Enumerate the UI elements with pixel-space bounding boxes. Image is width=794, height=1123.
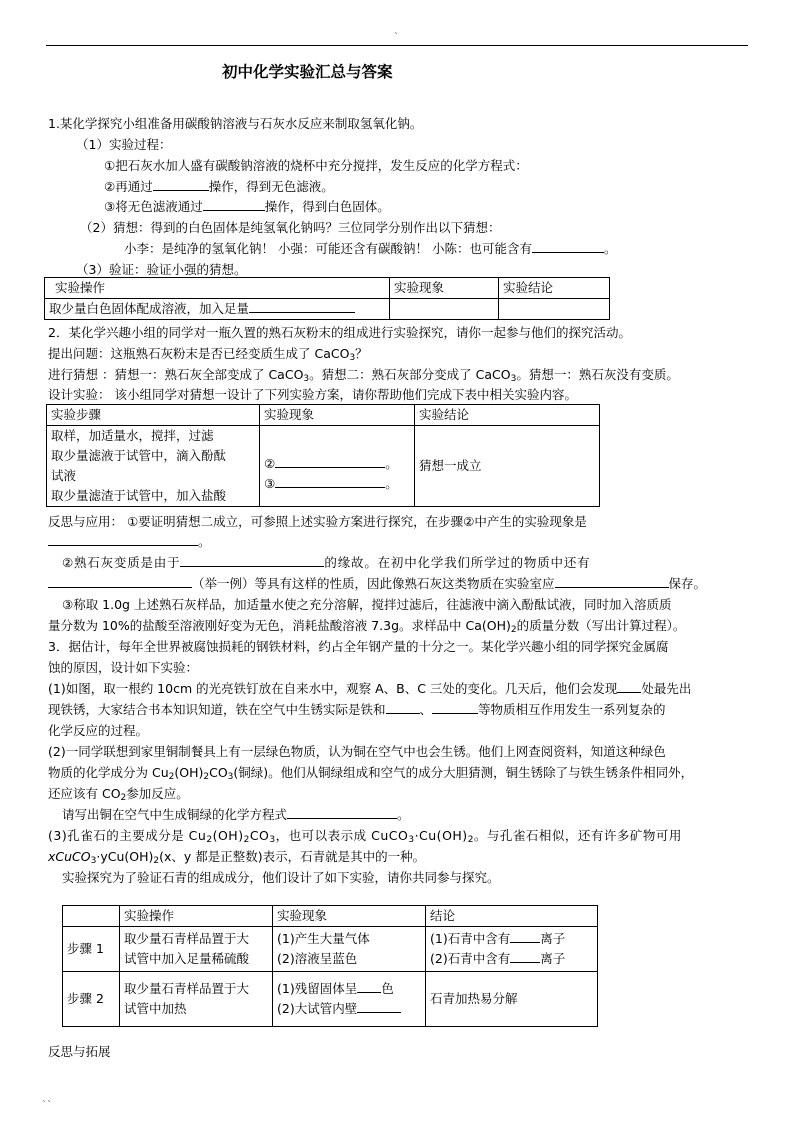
table-header: 实验现象 <box>273 906 426 927</box>
table-cell: 猜想一成立 <box>415 426 600 507</box>
answer-blank[interactable] <box>275 475 385 488</box>
table-header: 实验结论 <box>415 405 600 426</box>
table-cell <box>47 426 260 507</box>
step-line: 取样，加适量水，搅拌，过滤 <box>51 428 214 443</box>
table-cell[interactable] <box>390 299 499 320</box>
q3-tail: 反思与拓展 <box>48 1044 111 1059</box>
table-header: 实验操作 <box>120 906 273 927</box>
q2-intro: 2．某化学兴趣小组的同学对一瓶久置的熟石灰粉末的组成进行实验探究，请你一起参与他们的探究活动。 <box>48 325 631 340</box>
table-header: 实验操作 <box>45 278 390 299</box>
q3-part3b: $xCuCO_3\cdot yCu(OH)_2(x$、y 都是正整数)表示，石青就是其中的一种。 <box>48 849 426 866</box>
q2-question: 提出问题：这瓶熟石灰粉末是否已经变质生成了 CaCO$_3$？ <box>48 346 368 363</box>
table-cell: ② 。 ③ 。 <box>260 426 415 507</box>
table-cell: 步骤 1 <box>63 927 120 972</box>
q2-reflect-1-end: 。 <box>48 532 211 550</box>
answer-blank[interactable] <box>532 240 604 253</box>
table-cell: 取少量白色固体配成溶液，加入足量 <box>45 299 390 320</box>
q1-step3: ③将无色滤液通过 操作，得到白色固体。 <box>104 199 390 214</box>
table-cell: (1)石青中含有 离子 (2)石青中含有 离子 <box>426 927 598 972</box>
answer-blank[interactable] <box>357 1000 401 1013</box>
q1-step1: ①把石灰水加人盛有碳酸钠溶液的烧杯中充分搅拌，发生反应的化学方程式： <box>104 158 528 173</box>
q3-part1b: 现铁锈，大家结合书本知识知道，铁在空气中生锈实际是铁和 、 等物质相互作用发生一系列复杂的 <box>48 702 666 717</box>
step-line: 取少量滤渣于试管中，加入盐酸 <box>51 488 227 503</box>
header-mark: ` <box>394 32 399 43</box>
answer-blank[interactable] <box>287 806 397 819</box>
table-cell: 取少量石青样品置于大 试管中加热 <box>120 972 273 1027</box>
q3-part1c: 化学反应的过程。 <box>48 723 149 738</box>
answer-blank[interactable] <box>249 300 355 313</box>
q3-part2d: 请写出铜在空气中生成铜绿的化学方程式 。 <box>62 807 410 822</box>
answer-blank[interactable] <box>153 178 209 191</box>
q3-part2: (2)一同学联想到家里铜制餐具上有一层绿色物质，认为铜在空气中也会生锈。他们上网查阅资料，知道这种绿色 <box>48 744 666 759</box>
q2-design: 设计实验： 该小组同学对猜想一设计了下列实验方案，请你帮助他们完成下表中相关实验内容。 <box>48 387 577 402</box>
q1-part2: （2）猜想：得到的白色固体是纯氢氧化钠吗？三位同学分别作出以下猜想： <box>80 220 501 235</box>
q3-part2b: 物质的化学成分为 $Cu_2(OH)_2CO_3$(铜绿)。他们从铜绿组成和空气的成分大胆猜测，铜生锈除了与铁生锈条件相同外， <box>48 765 694 782</box>
q1-step2: ②再通过 操作，得到无色滤液。 <box>104 179 334 194</box>
answer-blank[interactable] <box>510 930 540 943</box>
answer-blank[interactable] <box>617 680 641 693</box>
table-header: 实验步骤 <box>47 405 260 426</box>
q1-intro: 1.某化学探究小组准备用碳酸钠溶液与石灰水反应来制取氢氧化钠。 <box>48 116 423 131</box>
q2-hypotheses: 进行猜想 ：猜想一：熟石灰全部变成了 CaCO$_3$。猜想二：熟石灰部分变成了 CaCO$_3$。猜想一：熟石灰没有变质。 <box>48 367 679 384</box>
q2-reflect-3b: 量分数为 10%的盐酸至溶液刚好变为无色，消耗盐酸溶液 7.3g。求样品中 $Ca(OH)_2$的质量分数（写出计算过程）。 <box>48 618 686 635</box>
answer-blank[interactable] <box>510 950 540 963</box>
table-cell: 石青加热易分解 <box>426 972 598 1027</box>
q2-reflect-2: ②熟石灰变质是由于 的缘故。在初中化学我们所学过的物质中还有 <box>62 555 591 570</box>
q3-table <box>62 905 598 1027</box>
answer-blank[interactable] <box>357 980 381 993</box>
answer-blank[interactable] <box>555 575 669 588</box>
q1-part1: （1）实验过程： <box>76 137 172 152</box>
table-cell[interactable] <box>499 299 610 320</box>
table-cell <box>63 906 120 927</box>
q1-guesses: 小李：是纯净的氢氧化钠！ 小强：可能还含有碳酸钠！ 小陈：也可能含有 。 <box>124 241 617 256</box>
q2-reflect-2b: （举一例）等具有这样的性质，因此像熟石灰这类物质在实验室应 保存。 <box>48 574 706 592</box>
step-line: 试液 <box>51 468 77 483</box>
q1-part3: （3）验证：验证小强的猜想。 <box>76 262 247 277</box>
table-header: 实验现象 <box>390 278 499 299</box>
table-cell: (1)产生大量气体 (2)溶液呈蓝色 <box>273 927 426 972</box>
answer-blank[interactable] <box>48 533 198 546</box>
q1-table <box>44 277 610 320</box>
q2-reflect-3: ③称取 1.0g 上述熟石灰样品，加适量水使之充分溶解，搅拌过滤后，往滤液中滴入酚酞试液，同时加入溶质质 <box>62 597 672 612</box>
q3-part4: 实验探究为了验证石青的组成成分，他们设计了如下实验，请你共同参与探究。 <box>62 870 500 885</box>
table-cell: 步骤 2 <box>63 972 120 1027</box>
answer-blank[interactable] <box>275 455 385 468</box>
answer-blank[interactable] <box>386 701 420 714</box>
answer-blank[interactable] <box>180 554 324 567</box>
table-header: 实验结论 <box>499 278 610 299</box>
q3-intro-1: 3．据估计，每年全世界被腐蚀损耗的钢铁材料，约占全年钢产量的十分之一。某化学兴趣小组的同学探究金属腐 <box>48 639 669 654</box>
q3-part2c: 还应该有 $CO_2$参加反应。 <box>48 786 189 803</box>
q3-intro-2: 蚀的原因，设计如下实验： <box>48 660 199 675</box>
table-header: 实验现象 <box>260 405 415 426</box>
header-rule <box>46 45 748 46</box>
answer-blank[interactable] <box>203 198 265 211</box>
answer-blank[interactable] <box>48 575 192 588</box>
footer-mark: `` <box>42 1100 52 1111</box>
table-header: 结论 <box>426 906 598 927</box>
q2-reflect-1: 反思与应用： ①要证明猜想二成立，可参照上述实验方案进行探究，在步骤②中产生的实验现象是 <box>48 514 587 529</box>
q3-part3: (3)孔雀石的主要成分是 $Cu_2(OH)_2CO_3$，也可以表示成 $CuCO_3\cdot Cu(OH)_2$。与孔雀石相似，还有许多矿物可用 <box>48 828 682 845</box>
q2-table <box>46 404 600 507</box>
table-cell: (1)残留固体呈 色 (2)大试管内壁 <box>273 972 426 1027</box>
page-title: 初中化学实验汇总与答案 <box>222 63 393 81</box>
table-cell: 取少量石青样品置于大 试管中加入足量稀硫酸 <box>120 927 273 972</box>
step-line: 取少量滤液于试管中，滴入酚酞 <box>51 448 227 463</box>
q3-part1: (1)如图，取一根约 10cm 的光亮铁钉放在自来水中，观察 A、B、C 三处的变化。几天后，他们会发现 处最先出 <box>48 681 692 696</box>
answer-blank[interactable] <box>432 701 478 714</box>
